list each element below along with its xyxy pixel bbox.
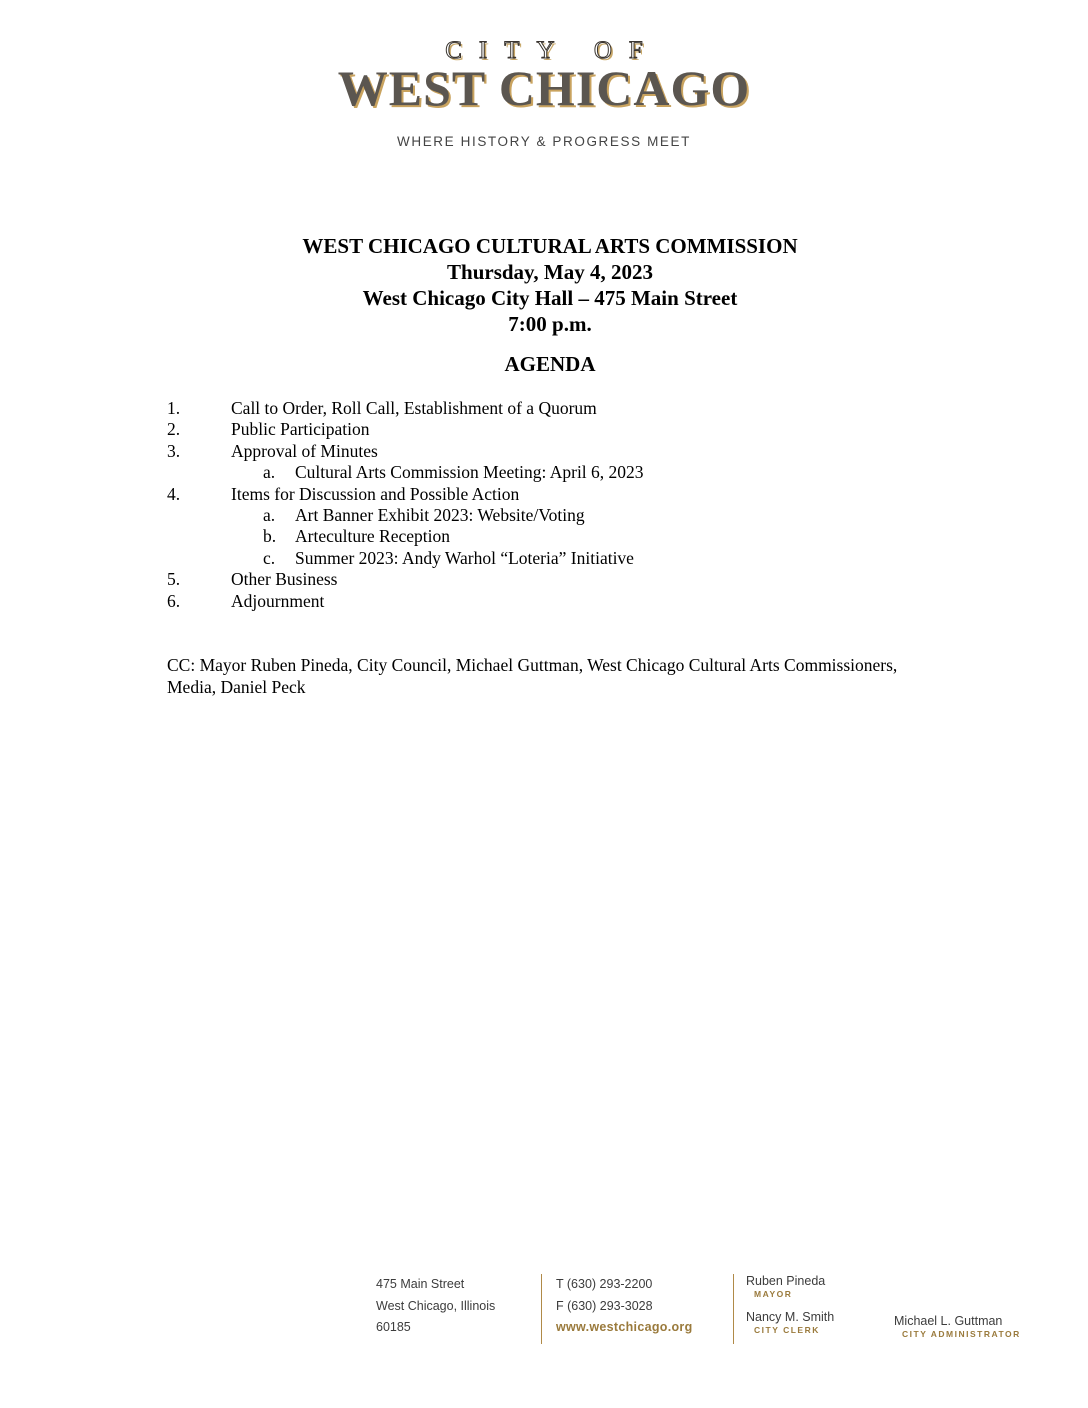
footer-contact [556,1274,693,1339]
item-number: 2. [167,419,181,440]
item-text: Items for Discussion and Possible Action [231,483,520,504]
meeting-time: 7:00 p.m. [508,312,592,336]
subitem-letter: c. [263,547,276,568]
official-title: MAYOR [754,1289,793,1299]
item-text: Approval of Minutes [231,440,378,461]
agenda-item [167,419,967,440]
city-logo [0,38,1088,149]
official-name: Nancy M. Smith [746,1310,835,1324]
agenda-item [167,398,967,419]
phone-number: T (630) 293-2200 [556,1277,653,1291]
agenda-list [167,398,967,612]
subitem-text: Art Banner Exhibit 2023: Website/Voting [295,504,585,525]
meeting-header [0,233,1088,337]
official-title: CITY CLERK [754,1325,820,1335]
agenda-item [167,591,967,612]
fax-number: F (630) 293-3028 [556,1298,653,1313]
subitem-letter: a. [263,462,276,483]
agenda-subitem [167,526,967,547]
item-number: 3. [167,440,181,461]
subitem-text: Cultural Arts Commission Meeting: April 6, 2023 [295,462,644,483]
agenda-subitem [167,505,967,526]
logo-city-of: CITY OF [445,37,660,64]
subitem-text: Arteculture Reception [295,526,451,547]
cc-line: CC: Mayor Ruben Pineda, City Council, Michael Guttman, West Chicago Cultural Arts Commissioners, [167,655,898,675]
footer-officials [746,1274,834,1336]
footer-address [376,1274,495,1339]
agenda-heading: AGENDA [504,352,596,376]
logo-tagline: WHERE HISTORY & PROGRESS MEET [397,134,691,149]
cc-list [167,655,927,698]
item-text: Adjournment [231,590,325,611]
agenda-item [167,569,967,590]
address-line: 60185 [376,1320,411,1334]
official-name: Michael L. Guttman [894,1314,1003,1328]
meeting-location: West Chicago City Hall – 475 Main Street [362,286,738,310]
agenda-subitem [167,548,967,569]
item-number: 6. [167,590,181,611]
footer-administrator [894,1314,1021,1340]
official-name: Ruben Pineda [746,1274,826,1288]
item-number: 4. [167,483,181,504]
official-title: CITY ADMINISTRATOR [902,1329,1021,1339]
subitem-letter: a. [263,504,276,525]
agenda-subitem [167,462,967,483]
agenda-item [167,441,967,462]
item-number: 1. [167,398,181,418]
item-text: Public Participation [231,419,370,440]
logo-city-name: WEST CHICAGO [337,60,751,116]
item-text: Call to Order, Roll Call, Establishment of a Quorum [231,398,597,418]
address-line: 475 Main Street [376,1277,465,1291]
footer-divider [541,1274,542,1344]
subitem-text: Summer 2023: Andy Warhol “Loteria” Initiative [295,547,634,568]
footer-divider [733,1274,734,1344]
item-text: Other Business [231,569,338,590]
commission-title: WEST CHICAGO CULTURAL ARTS COMMISSION [302,234,798,258]
cc-line: Media, Daniel Peck [167,676,306,697]
item-number: 5. [167,569,181,590]
address-line: West Chicago, Illinois [376,1298,496,1313]
agenda-item [167,484,967,505]
subitem-letter: b. [263,526,277,547]
meeting-date: Thursday, May 4, 2023 [447,260,653,284]
website-link[interactable]: www.westchicago.org [556,1320,693,1334]
